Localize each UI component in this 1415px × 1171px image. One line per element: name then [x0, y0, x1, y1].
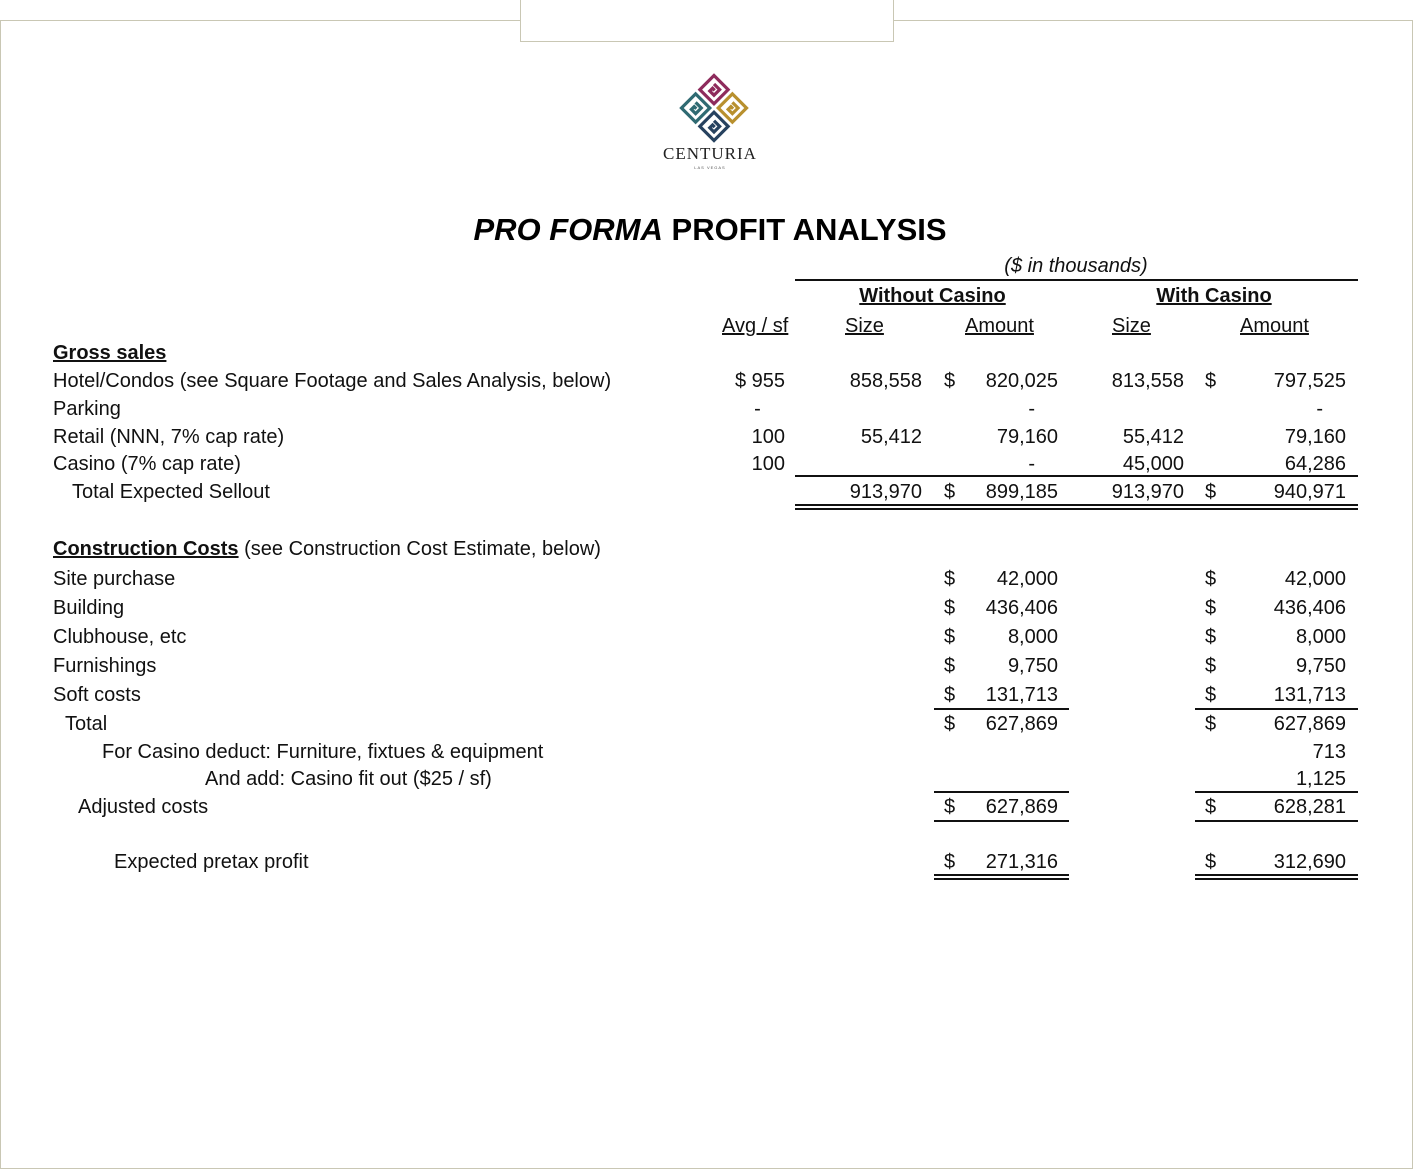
cost-row-w-amount: 9,750 [1295, 655, 1346, 677]
cost-row-label: Clubhouse, etc [53, 626, 187, 648]
cost-row-w-dollar: $ [1205, 597, 1217, 619]
cost-total-label: Total [65, 713, 108, 735]
cost-total-w-amount: 627,869 [1273, 713, 1346, 735]
cost-row-wo-amount: 131,713 [985, 684, 1058, 706]
total-sellout-w-size: 913,970 [1111, 481, 1184, 503]
cost-row-wo-dollar: $ [944, 597, 956, 619]
gross-row-avg: 100 [751, 453, 785, 475]
adjusted-w-dollar: $ [1205, 796, 1217, 818]
total-sellout-wo-dollar: $ [944, 481, 956, 503]
gross-row-wo-amount: 820,025 [985, 370, 1058, 392]
cost-row-w-dollar: $ [1205, 626, 1217, 648]
cost-row-wo-dollar: $ [944, 626, 956, 648]
gross-row-wo-amount: - [1028, 398, 1035, 420]
gross-row-wo-amount: - [1028, 453, 1035, 475]
gross-row-avg: 100 [751, 426, 785, 448]
profit-w-amount: 312,690 [1273, 851, 1346, 873]
col-amount-wo: Amount [965, 315, 1034, 337]
cost-total-wo-dollar: $ [944, 713, 956, 735]
gross-row-wo-dollar: $ [944, 370, 956, 392]
gross-row-label: Casino (7% cap rate) [53, 453, 241, 475]
gross-row-w-amount: 79,160 [1284, 426, 1346, 448]
cost-row-label: Soft costs [53, 684, 141, 706]
cost-row-w-amount: 436,406 [1273, 597, 1346, 619]
construction-heading-row [53, 537, 601, 561]
adjusted-costs-label: Adjusted costs [78, 796, 209, 818]
casino-add-label: And add: Casino fit out ($25 / sf) [205, 768, 492, 790]
col-with-casino: With Casino [1156, 285, 1272, 307]
cost-row-wo-amount: 9,750 [1007, 655, 1058, 677]
gross-row-avg: $ 955 [734, 370, 785, 392]
cost-row-w-dollar: $ [1205, 568, 1217, 590]
construction-heading: Construction Costs [53, 538, 239, 560]
col-amount-w: Amount [1240, 315, 1309, 337]
cost-row-wo-dollar: $ [944, 684, 956, 706]
title-rest: PROFIT ANALYSIS [671, 212, 947, 247]
construction-heading-note: (see Construction Cost Estimate, below) [244, 538, 601, 560]
total-sellout-wo-size: 913,970 [849, 481, 922, 503]
page-title [380, 212, 1040, 248]
gross-sales-heading: Gross sales [53, 342, 167, 364]
cost-row-wo-dollar: $ [944, 655, 956, 677]
total-sellout-label: Total Expected Sellout [72, 481, 270, 503]
adjusted-wo-dollar: $ [944, 796, 956, 818]
pretax-profit-label: Expected pretax profit [114, 851, 309, 873]
col-size-w: Size [1112, 315, 1151, 337]
cost-row-w-amount: 8,000 [1295, 626, 1346, 648]
casino-deduct-label: For Casino deduct: Furniture, fixtues & equipment [102, 741, 544, 763]
adjusted-w-amount: 628,281 [1273, 796, 1346, 818]
col-without-casino: Without Casino [859, 285, 1006, 307]
cost-row-label: Furnishings [53, 655, 157, 677]
title-italic: PRO FORMA [473, 212, 663, 247]
gross-row-w-amount: 64,286 [1284, 453, 1346, 475]
cost-row-wo-amount: 42,000 [996, 568, 1058, 590]
gross-row-w-size: 55,412 [1122, 426, 1184, 448]
gross-row-label: Parking [53, 398, 121, 420]
profit-wo-amount: 271,316 [985, 851, 1058, 873]
cost-total-wo-amount: 627,869 [985, 713, 1058, 735]
gross-row-w-amount: - [1316, 398, 1323, 420]
col-avg-sf: Avg / sf [722, 315, 789, 337]
casino-deduct-amount: 713 [1312, 741, 1346, 763]
total-sellout-wo-amount: 899,185 [985, 481, 1058, 503]
total-sellout-w-dollar: $ [1205, 481, 1217, 503]
units-note: ($ in thousands) [1004, 255, 1148, 277]
cost-row-label: Building [53, 597, 125, 619]
logo-name: CENTURIA [663, 144, 757, 163]
centuria-logo [676, 70, 752, 146]
cost-row-label: Site purchase [53, 568, 176, 590]
gross-row-label: Retail (NNN, 7% cap rate) [53, 426, 285, 448]
cost-row-wo-amount: 436,406 [985, 597, 1058, 619]
gross-row-label: Hotel/Condos (see Square Footage and Sales Analysis, below) [53, 370, 612, 392]
gross-row-wo-size: 858,558 [849, 370, 922, 392]
gross-row-w-size: 813,558 [1111, 370, 1184, 392]
total-sellout-w-amount: 940,971 [1273, 481, 1346, 503]
cost-row-w-amount: 131,713 [1273, 684, 1346, 706]
col-size-wo: Size [845, 315, 884, 337]
gross-row-avg: - [754, 398, 761, 420]
cost-total-w-dollar: $ [1205, 713, 1217, 735]
gross-row-wo-size: 55,412 [860, 426, 922, 448]
cost-row-w-dollar: $ [1205, 655, 1217, 677]
profit-w-dollar: $ [1205, 851, 1217, 873]
gross-row-wo-amount: 79,160 [996, 426, 1058, 448]
casino-add-amount: 1,125 [1295, 768, 1346, 790]
gross-row-w-dollar: $ [1205, 370, 1217, 392]
logo-subtitle: LAS VEGAS [694, 165, 726, 170]
cost-row-wo-dollar: $ [944, 568, 956, 590]
cost-row-w-dollar: $ [1205, 684, 1217, 706]
gross-row-w-amount: 797,525 [1273, 370, 1346, 392]
gross-row-w-size: 45,000 [1122, 453, 1184, 475]
cost-row-w-amount: 42,000 [1284, 568, 1346, 590]
cost-row-wo-amount: 8,000 [1007, 626, 1058, 648]
adjusted-wo-amount: 627,869 [985, 796, 1058, 818]
page-frame [0, 20, 1413, 1169]
profit-wo-dollar: $ [944, 851, 956, 873]
